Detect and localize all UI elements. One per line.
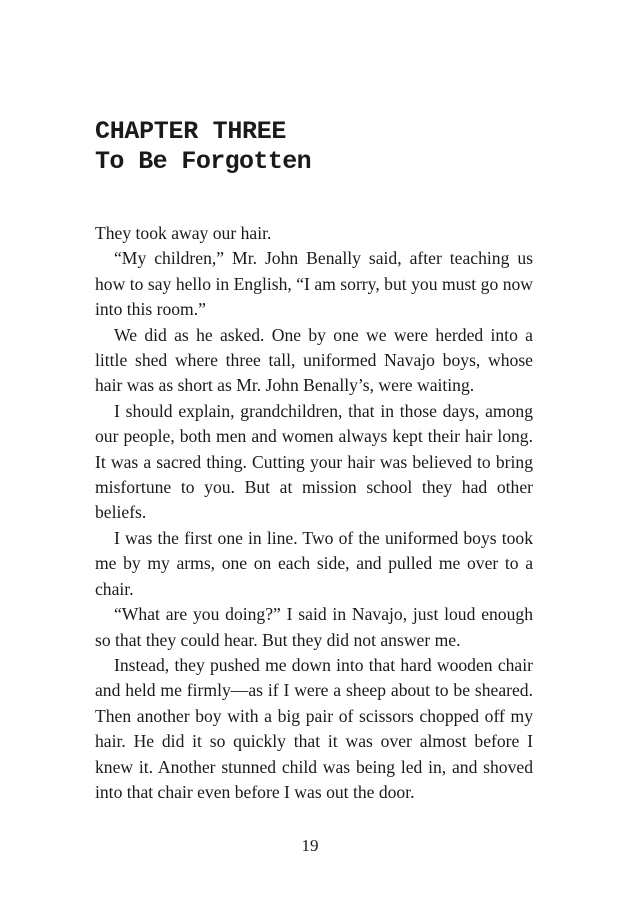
chapter-number: CHAPTER THREE: [95, 117, 287, 146]
paragraph: They took away our hair.: [95, 223, 272, 243]
paragraph: Instead, they pushed me down into that hard wooden chair and held me firmly—as if I were a sheep about to be sheared. Then another boy with a big pair of scissors chopped off my hair. He did it so quickly that it was over almost before I knew it. Another stunned child was being led in, and shoved into that chair even before I was out the door.: [95, 654, 533, 802]
page-number: 19: [301, 836, 319, 855]
paragraph: I was the first one in line. Two of the uniformed boys took me by my arms, one on each side, and pulled me over to a chair.: [95, 527, 533, 599]
paragraph: “My children,” Mr. John Benally said, after teaching us how to say hello in English, “I am sorry, but you must go now into this room.”: [95, 248, 533, 320]
paragraph: “What are you doing?” I said in Navajo, just loud enough so that they could hear. But they did not answer me.: [95, 604, 533, 650]
chapter-body: [95, 221, 533, 805]
paragraph: I should explain, grandchildren, that in those days, among our people, both men and women always kept their hair long. It was a sacred thing. Cutting your hair was believed to bring misfortune to you. But at mission school they had other beliefs.: [95, 400, 533, 523]
paragraph: We did as he asked. One by one we were herded into a little shed where three tall, uniformed Navajo boys, whose hair was as short as Mr. John Benally’s, were waiting.: [95, 324, 533, 396]
chapter-title: To Be Forgotten: [95, 147, 312, 176]
